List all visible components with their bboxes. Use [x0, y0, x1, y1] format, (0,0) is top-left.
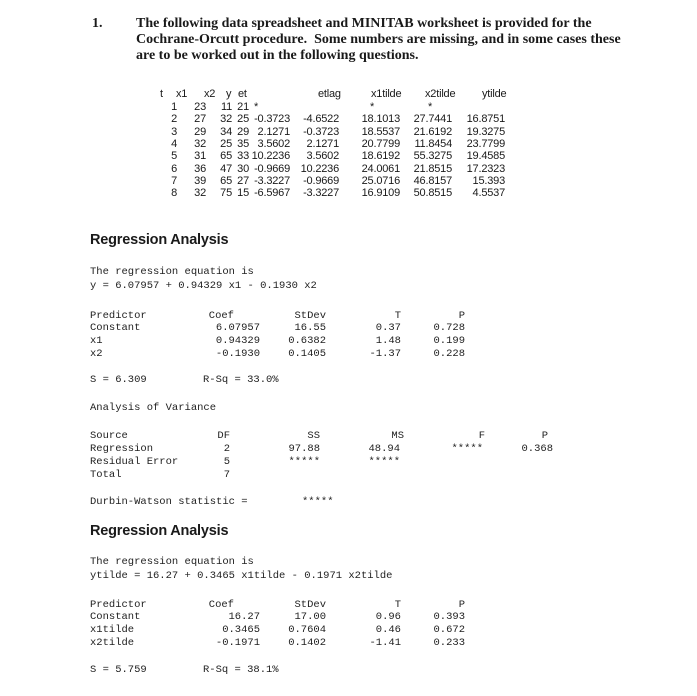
- sheet-cell: 18.5537: [361, 126, 400, 138]
- coef-cell: x2: [90, 348, 103, 360]
- coef-cell: 0.672: [433, 624, 465, 636]
- sheet-cell: 27: [237, 175, 249, 187]
- sheet-cell: 29: [237, 126, 249, 138]
- sheet-cell: 3.5602: [306, 150, 339, 162]
- regression-1-eq-label: The regression equation is: [90, 266, 254, 278]
- sheet-cell: 18.6192: [361, 150, 400, 162]
- coef-cell: 1.48: [375, 335, 401, 347]
- sheet-cell: 2.1271: [257, 126, 290, 138]
- sheet-cell: -0.9669: [303, 175, 339, 187]
- sheet-cell: 11.8454: [414, 138, 452, 150]
- coef-cell: 0.728: [433, 322, 465, 334]
- coef-cell: 0.1402: [288, 637, 326, 649]
- anova-cell: Regression: [90, 443, 154, 455]
- regression-1-equation: y = 6.07957 + 0.94329 x1 - 0.1930 x2: [90, 280, 317, 292]
- sheet-cell: 33: [237, 150, 249, 162]
- sheet-cell: 32: [194, 187, 206, 199]
- sheet-cell: 4.5537: [472, 187, 505, 199]
- anova-cell: 97.88: [288, 443, 320, 455]
- question-line-1: The following data spreadsheet and MINITAB worksheet is provided for the: [136, 16, 592, 31]
- coef-cell: 0.96: [375, 611, 401, 623]
- coef-cell: Constant: [90, 611, 141, 623]
- sheet-cell: 65: [220, 150, 232, 162]
- coef-header-p: P: [458, 599, 465, 611]
- coef-cell: 0.393: [433, 611, 465, 623]
- coef-cell: Constant: [90, 322, 141, 334]
- sheet-cell: 6: [171, 163, 177, 175]
- sheet-cell: 65: [220, 175, 232, 187]
- sheet-cell: *: [370, 101, 375, 113]
- sheet-cell: 8: [171, 187, 177, 199]
- sheet-cell: 16.9109: [361, 187, 400, 199]
- sheet-cell: 21.6192: [413, 126, 452, 138]
- sheet-cell: -6.5967: [254, 187, 290, 199]
- coef-header-stdev: StDev: [294, 310, 326, 322]
- durbin-watson-label: Durbin-Watson statistic =: [90, 496, 248, 508]
- coef-cell: 0.46: [375, 624, 401, 636]
- regression-1-s: S = 6.309: [90, 374, 147, 386]
- sheet-cell: 46.8157: [413, 175, 452, 187]
- sheet-cell: 19.3275: [466, 126, 505, 138]
- coef-cell: 0.1405: [288, 348, 326, 360]
- sheet-cell: 16.8751: [466, 113, 505, 125]
- coef-header-stdev: StDev: [294, 599, 326, 611]
- sheet-cell: 4: [171, 138, 177, 150]
- coef-cell: 0.37: [375, 322, 401, 334]
- anova-cell: 0.368: [521, 443, 553, 455]
- coef-header-predictor: Predictor: [90, 310, 147, 322]
- coef-header-p: P: [458, 310, 465, 322]
- sheet-cell: 36: [194, 163, 206, 175]
- coef-cell: x2tilde: [90, 637, 135, 649]
- coef-cell: 0.7604: [288, 624, 326, 636]
- question-line-2: Cochrane-Orcutt procedure. Some numbers are missing, and in some cases these: [136, 32, 621, 47]
- anova-cell: Residual Error: [90, 456, 179, 468]
- sheet-cell: 3.5602: [257, 138, 290, 150]
- sheet-header-x2: x2: [204, 88, 216, 100]
- anova-cell: 2: [223, 443, 230, 455]
- sheet-cell: -3.3227: [254, 175, 290, 187]
- sheet-cell: 32: [194, 138, 206, 150]
- coef-cell: 0.3465: [222, 624, 260, 636]
- sheet-cell: 2: [171, 113, 177, 125]
- sheet-cell: -4.6522: [303, 113, 339, 125]
- sheet-cell: 15.393: [472, 175, 505, 187]
- question-number: 1.: [92, 16, 103, 31]
- sheet-header-ytilde: ytilde: [482, 88, 507, 100]
- anova-cell: *****: [451, 443, 483, 455]
- coef-header-predictor: Predictor: [90, 599, 147, 611]
- sheet-cell: 55.3275: [413, 150, 452, 162]
- sheet-cell: 35: [237, 138, 249, 150]
- sheet-header-y: y: [226, 88, 232, 100]
- regression-1-heading: Regression Analysis: [90, 232, 229, 248]
- sheet-header-x1tilde: x1tilde: [371, 88, 402, 100]
- coef-cell: -1.37: [369, 348, 401, 360]
- anova-cell: Total: [90, 469, 122, 481]
- question-line-3: are to be worked out in the following questions.: [136, 48, 419, 63]
- sheet-cell: -0.3723: [303, 126, 339, 138]
- sheet-cell: 47: [220, 163, 232, 175]
- sheet-cell: 10.2236: [300, 163, 339, 175]
- sheet-cell: 11: [220, 101, 232, 113]
- coef-cell: 0.199: [433, 335, 465, 347]
- sheet-cell: 50.8515: [413, 187, 452, 199]
- sheet-cell: 10.2236: [251, 150, 290, 162]
- coef-header-coef: Coef: [208, 310, 234, 322]
- anova-cell: *****: [288, 456, 320, 468]
- regression-1-rsq: R-Sq = 33.0%: [203, 374, 279, 386]
- sheet-cell: 25.0716: [361, 175, 400, 187]
- coef-header-t: T: [394, 310, 401, 322]
- sheet-cell: 25: [237, 113, 249, 125]
- coef-cell: -0.1971: [215, 637, 260, 649]
- sheet-header-x2tilde: x2tilde: [425, 88, 456, 100]
- sheet-cell: *: [254, 101, 259, 113]
- regression-2-eq-label: The regression equation is: [90, 556, 254, 568]
- coef-header-t: T: [394, 599, 401, 611]
- sheet-cell: 23.7799: [466, 138, 505, 150]
- sheet-cell: 1: [171, 101, 177, 113]
- sheet-cell: 19.4585: [466, 150, 505, 162]
- anova-cell: 7: [223, 469, 230, 481]
- coef-cell: -1.41: [369, 637, 401, 649]
- coef-header-coef: Coef: [208, 599, 234, 611]
- anova-header-source: Source: [90, 430, 128, 442]
- anova-cell: 5: [223, 456, 230, 468]
- sheet-cell: 5: [171, 150, 177, 162]
- sheet-cell: -0.3723: [254, 113, 290, 125]
- coef-cell: 17.00: [294, 611, 326, 623]
- coef-cell: 0.6382: [288, 335, 326, 347]
- coef-cell: 6.07957: [215, 322, 260, 334]
- sheet-cell: -0.9669: [254, 163, 290, 175]
- sheet-cell: 3: [171, 126, 177, 138]
- anova-cell: 48.94: [368, 443, 400, 455]
- sheet-header-x1: x1: [176, 88, 188, 100]
- sheet-cell: 29: [194, 126, 206, 138]
- regression-2-equation: ytilde = 16.27 + 0.3465 x1tilde - 0.1971 x2tilde: [90, 570, 393, 582]
- sheet-cell: 25: [220, 138, 232, 150]
- coef-cell: 0.233: [433, 637, 465, 649]
- anova-header-ms: MS: [391, 430, 404, 442]
- sheet-cell: 30: [237, 163, 249, 175]
- coef-cell: x1: [90, 335, 103, 347]
- sheet-cell: 32: [220, 113, 232, 125]
- anova-header-df: DF: [217, 430, 230, 442]
- coef-cell: 0.94329: [215, 335, 260, 347]
- anova-header-ss: SS: [307, 430, 320, 442]
- regression-2-rsq: R-Sq = 38.1%: [203, 664, 279, 676]
- coef-cell: 16.27: [228, 611, 260, 623]
- sheet-header-t: t: [160, 88, 163, 100]
- sheet-cell: 23: [194, 101, 206, 113]
- sheet-cell: -3.3227: [303, 187, 339, 199]
- sheet-cell: 39: [194, 175, 206, 187]
- anova-header-f: F: [478, 430, 485, 442]
- sheet-header-etlag: etlag: [318, 88, 341, 100]
- sheet-cell: 17.2323: [466, 163, 505, 175]
- sheet-cell: 27.7441: [413, 113, 452, 125]
- sheet-cell: 18.1013: [361, 113, 400, 125]
- sheet-cell: 34: [220, 126, 232, 138]
- regression-2-s: S = 5.759: [90, 664, 147, 676]
- coef-cell: 0.228: [433, 348, 465, 360]
- durbin-watson-value: *****: [302, 496, 334, 508]
- sheet-cell: 21: [237, 101, 249, 113]
- sheet-cell: 15: [237, 187, 249, 199]
- sheet-cell: 20.7799: [361, 138, 400, 150]
- coef-cell: 16.55: [294, 322, 326, 334]
- anova-title: Analysis of Variance: [90, 402, 217, 414]
- sheet-cell: *: [428, 101, 433, 113]
- regression-2-heading: Regression Analysis: [90, 523, 229, 539]
- sheet-header-et: et: [238, 88, 247, 100]
- anova-header-p: P: [541, 430, 548, 442]
- sheet-cell: 27: [194, 113, 206, 125]
- sheet-cell: 75: [220, 187, 232, 199]
- sheet-cell: 21.8515: [413, 163, 452, 175]
- sheet-cell: 7: [171, 175, 177, 187]
- sheet-cell: 2.1271: [306, 138, 339, 150]
- sheet-cell: 24.0061: [361, 163, 400, 175]
- anova-cell: *****: [368, 456, 400, 468]
- sheet-cell: 31: [194, 150, 206, 162]
- coef-cell: x1tilde: [90, 624, 135, 636]
- coef-cell: -0.1930: [215, 348, 260, 360]
